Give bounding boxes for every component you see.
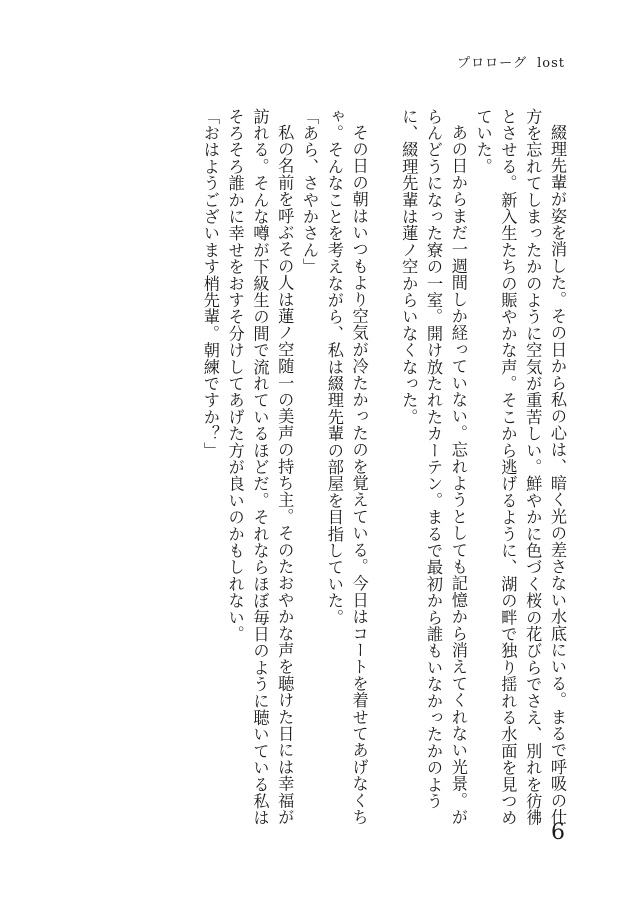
- paragraph-1: 綴理先輩が姿を消した。その日から私の心は、暗く光の差さない水底にいる。まるで呼吸の仕方を忘れてしまったかのように空気が重苦しい。鮮やかに色づく桜の花びらでさえ、別れを彷彿とさせる。新入生たちの賑やかな声。そこから逃げるように、湖の畔で独り揺れる水面を見つめていた。: [473, 108, 567, 827]
- dialogue-2: 「おはようございます梢先輩。朝練ですか？」: [200, 108, 220, 459]
- paragraph-4: 私の名前を呼ぶその人は蓮ノ空随一の美声の持ち主。そのたおやかな声を聴けた日には幸福が訪れる。そんな噂が下級生の間で流れているほどだ。それならほぼ毎日のように聴いている私はそろそろ誰かに幸せをおすそ分けしてあげた方が良いのかもしれない。: [225, 108, 295, 827]
- chapter-subtitle: lost: [537, 56, 565, 71]
- running-header: [457, 52, 565, 71]
- chapter-title: プロローグ: [457, 56, 528, 71]
- dialogue-1: 「あら、さやかさん」: [300, 108, 320, 275]
- page-number: 6: [551, 820, 565, 845]
- paragraph-3: その日の朝はいつもより空気が冷たかったのを覚えている。今日はコートを着せてあげなくちゃ。そんなことを考えながら、私は綴理先輩の部屋を目指していた。: [324, 108, 369, 826]
- paragraph-2: あの日からまだ一週間しか経っていない。忘れようとしても記憶から消えてくれない光景。がらんどうになった寮の一室。開け放たれたカーテン。まるで最初から誰もいなかったかのように、綴理先輩は蓮ノ空からいなくなった。: [399, 108, 468, 826]
- blank-line: [371, 108, 396, 838]
- vertical-body-text: [69, 108, 569, 838]
